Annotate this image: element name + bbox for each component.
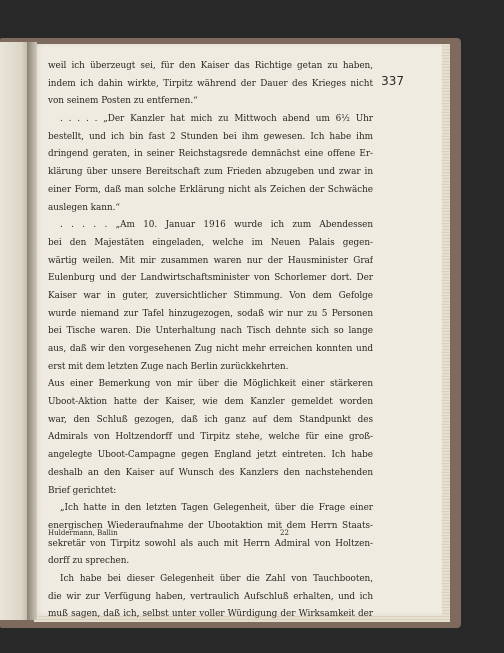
text-line: Eulenburg und der Landwirtschaftsminister von Schorlemer dort. Der xyxy=(48,273,373,284)
footer-sheet-number: 22 xyxy=(280,529,289,537)
text-line: war, den Schluß gezogen, daß ich ganz auf dem Standpunkt des xyxy=(48,414,373,425)
text-line: erst mit dem letzten Zuge nach Berlin zurückkehrten. xyxy=(48,361,289,372)
text-line: energischen Wiederaufnahme der Ubootaktion mit dem Herrn Staats- xyxy=(48,520,373,531)
text-line: Kaiser war in guter, zuversichtlicher Stimmung. Von dem Gefolge xyxy=(48,290,373,301)
text-line: Admirals von Holtzendorff und Tirpitz stehe, welche für eine groß- xyxy=(48,432,373,443)
text-line: muß sagen, daß ich, selbst unter voller Würdigung der Wirksamkeit der xyxy=(48,609,373,620)
text-line: von seinem Posten zu entfernen.“ xyxy=(48,96,198,107)
text-line: bei den Majestäten eingeladen, welche im Neuen Palais gegen- xyxy=(48,237,373,248)
text-line: . . . . . „Der Kanzler hat mich zu Mittwoch abend um 6½ Uhr xyxy=(60,114,373,125)
text-line: Ich habe bei dieser Gelegenheit über die Zahl von Tauchbooten, xyxy=(60,573,373,584)
text-line: bestellt, und ich bin fast 2 Stunden bei ihm gewesen. Ich habe ihm xyxy=(48,131,373,142)
text-line: . . . . . „Am 10. Januar 1916 wurde ich zum Abendessen xyxy=(60,220,373,231)
text-line: Brief gerichtet: xyxy=(48,485,117,496)
text-line: angelegte Uboot-Campagne gegen England jetzt eintreten. Ich habe xyxy=(48,450,373,461)
text-line: dringend geraten, in seiner Reichstagsrede demnächst eine offene Er- xyxy=(48,149,373,160)
text-line: Uboot-Aktion hatte der Kaiser, wie dem Kanzler gemeldet worden xyxy=(48,397,373,408)
text-line: bei Tische waren. Die Unterhaltung nach Tisch dehnte sich so lange xyxy=(48,326,373,337)
footer-signature: Huldermann, Ballin xyxy=(48,529,118,537)
text-line: auslegen kann.“ xyxy=(48,202,120,213)
text-line: dorff zu sprechen. xyxy=(48,556,130,567)
left-page-edge xyxy=(0,42,30,620)
text-line: indem ich dahin wirkte, Tirpitz während der Dauer des Krieges nicht xyxy=(48,78,373,89)
page-body-text xyxy=(48,58,373,624)
text-line: klärung über unsere Bereitschaft zum Frieden abzugeben und zwar in xyxy=(48,167,373,178)
page-number: 337 xyxy=(381,74,404,88)
text-line: deshalb an den Kaiser auf Wunsch des Kanzlers den nachstehenden xyxy=(48,467,373,478)
text-line: sekretär von Tirpitz sowohl als auch mit Herrn Admiral von Holtzen- xyxy=(48,538,373,549)
text-line: die wir zur Verfügung haben, vertraulich Aufschluß erhalten, und ich xyxy=(48,591,373,602)
text-line: Aus einer Bemerkung von mir über die Möglichkeit einer stärkeren xyxy=(48,379,373,390)
book-gutter xyxy=(27,42,37,620)
text-line: weil ich überzeugt sei, für den Kaiser das Richtige getan zu haben, xyxy=(48,61,373,71)
text-line: wärtig weilen. Mit mir zusammen waren nur der Hausminister Graf xyxy=(48,255,373,266)
text-line: „Ich hatte in den letzten Tagen Gelegenheit, über die Frage einer xyxy=(60,503,373,514)
text-line: einer Form, daß man solche Erklärung nicht als Zeichen der Schwäche xyxy=(48,184,373,195)
text-line: aus, daß wir den vorgesehenen Zug nicht mehr erreichen konnten und xyxy=(48,344,373,354)
text-line: wurde niemand zur Tafel hinzugezogen, sodaß wir nur zu 5 Personen xyxy=(48,308,373,319)
